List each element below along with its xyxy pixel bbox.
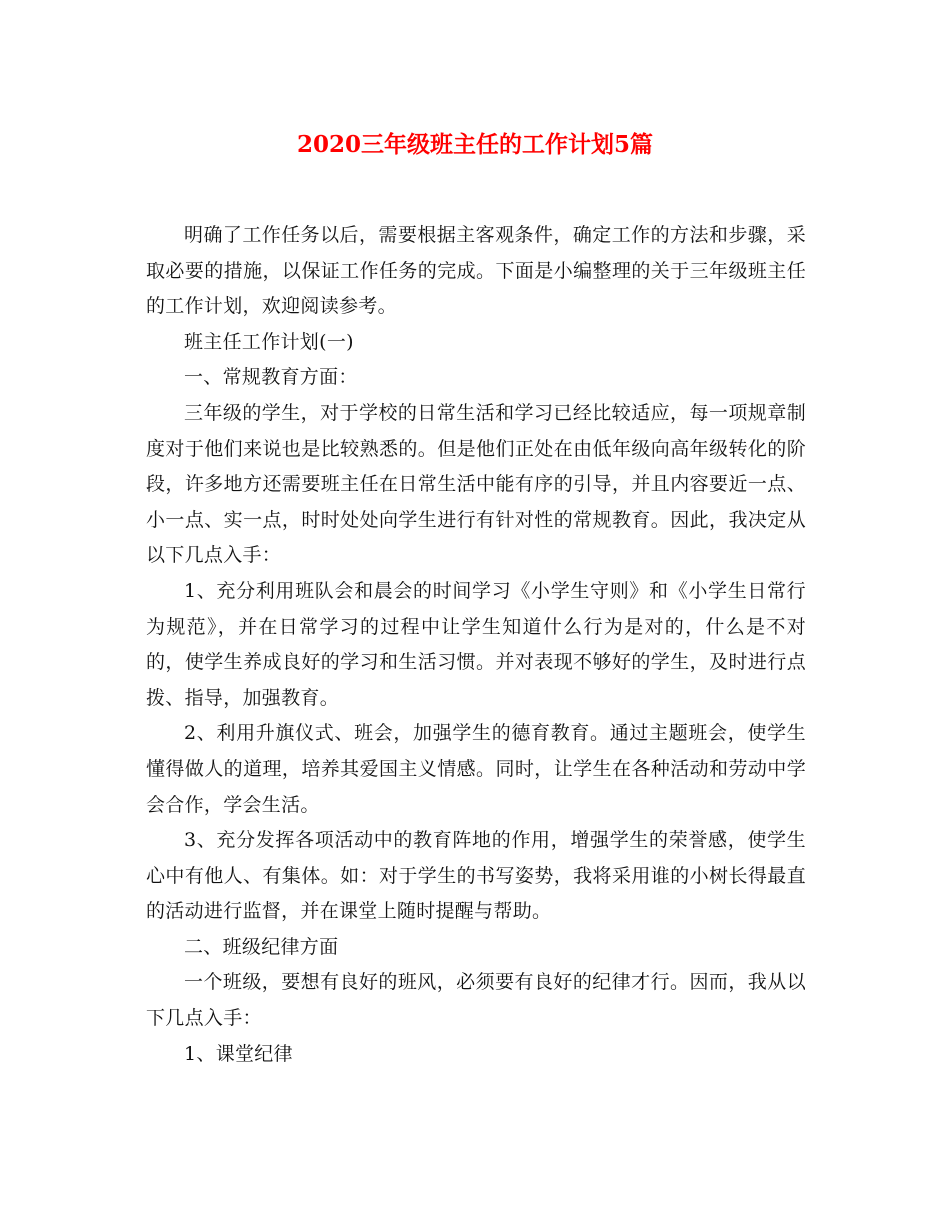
body-paragraph: 三年级的学生，对于学校的日常生活和学习已经比较适应，每一项规章制度对于他们来说也是比较熟悉的。但是他们正处在由低年级向高年级转化的阶段，许多地方还需要班主任在日常生活中能有序的引导，并且内容要近一点、小一点、实一点，时时处处向学生进行有针对性的常规教育。因此，我决定从以下几点入手：	[146, 401, 806, 567]
intro-paragraph: 明确了工作任务以后，需要根据主客观条件，确定工作的方法和步骤，采取必要的措施，以保证工作任务的完成。下面是小编整理的关于三年级班主任的工作计划，欢迎阅读参考。	[146, 224, 806, 318]
subsection-heading: 二、班级纪律方面	[184, 935, 339, 958]
list-item: 3、充分发挥各项活动中的教育阵地的作用，增强学生的荣誉感，使学生心中有他人、有集体。如：对于学生的书写姿势，我将采用谁的小树长得最直的活动进行监督，并在课堂上随时提醒与帮助。	[146, 829, 806, 923]
section-heading: 班主任工作计划(一)	[184, 330, 354, 353]
document-body	[146, 218, 806, 1072]
list-item: 2、利用升旗仪式、班会，加强学生的德育教育。通过主题班会，使学生懂得做人的道理，培养其爱国主义情感。同时，让学生在各种活动和劳动中学会合作，学会生活。	[146, 722, 806, 816]
subsection-heading: 一、常规教育方面：	[184, 366, 358, 389]
body-paragraph: 一个班级，要想有良好的班风，必须要有良好的纪律才行。因而，我从以下几点入手：	[146, 971, 806, 1030]
document-title: 2020三年级班主任的工作计划5篇	[296, 131, 654, 158]
list-item: 1、课堂纪律	[184, 1042, 293, 1065]
list-item: 1、充分利用班队会和晨会的时间学习《小学生守则》和《小学生日常行为规范》，并在日常学习的过程中让学生知道什么行为是对的，什么是不对的，使学生养成良好的学习和生活习惯。并对表现不够好的学生，及时进行点拨、指导，加强教育。	[146, 579, 806, 709]
